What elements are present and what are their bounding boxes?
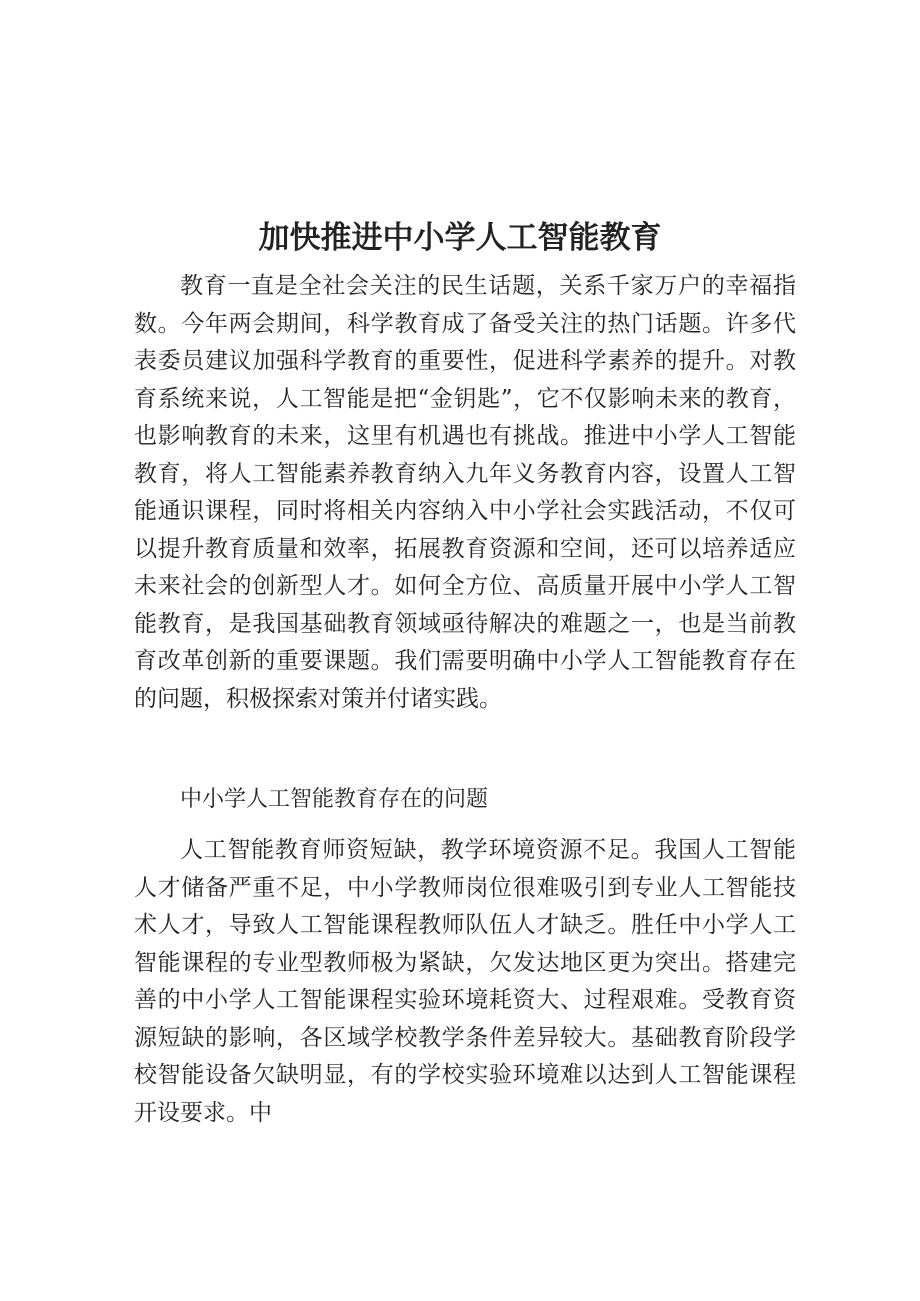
paragraph-problems: 人工智能教育师资短缺，教学环境资源不足。我国人工智能人才储备严重不足，中小学教师岗位很难吸引到专业人工智能技术人才，导致人工智能课程教师队伍人才缺乏。胜任中小学人工智能课程的专业型教师极为紧缺，欠发达地区更为突出。搭建完善的中小学人工智能课程实验环境耗资大、过程艰难。受教育资源短缺的影响，各区域学校教学条件差异较大。基础教育阶段学校智能设备欠缺明显，有的学校实验环境难以达到人工智能课程开设要求。中	[134, 837, 796, 1126]
paragraph-intro: 教育一直是全社会关注的民生话题，关系千家万户的幸福指数。今年两会期间，科学教育成了备受关注的热门话题。许多代表委员建议加强科学教育的重要性，促进科学素养的提升。对教育系统来说，人工智能是把“金钥匙”，它不仅影响未来的教育，也影响教育的未来，这里有机遇也有挑战。推进中小学人工智能教育，将人工智能素养教育纳入九年义务教育内容，设置人工智能通识课程，同时将相关内容纳入中小学社会实践活动，不仅可以提升教育质量和效率，拓展教育资源和空间，还可以培养适应未来社会的创新型人才。如何全方位、高质量开展中小学人工智能教育，是我国基础教育领域亟待解决的难题之一，也是当前教育改革创新的重要课题。我们需要明确中小学人工智能教育存在的问题，积极探索对策并付诸实践。	[134, 273, 796, 712]
document-title: 加快推进中小学人工智能教育	[258, 220, 662, 256]
section-heading: 中小学人工智能教育存在的问题	[180, 787, 489, 812]
